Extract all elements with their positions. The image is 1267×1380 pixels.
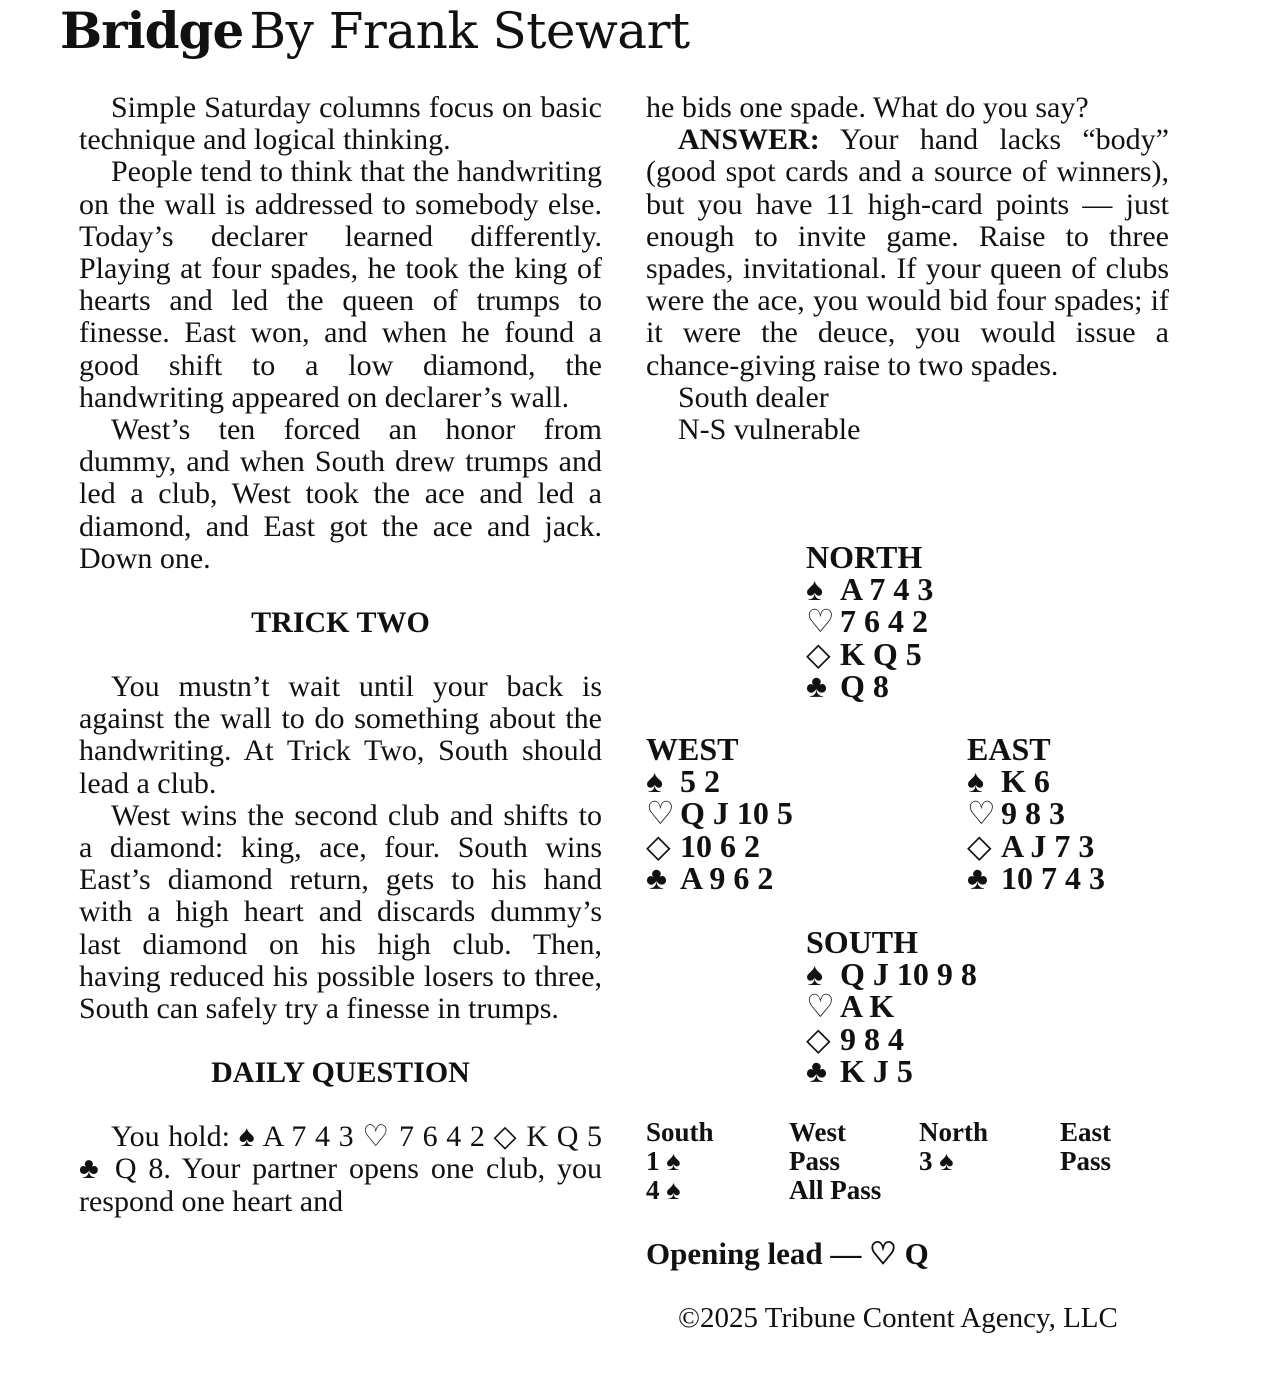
west-spades: 5 2: [680, 763, 720, 800]
north-hand: [806, 541, 933, 702]
spade-icon: ♠: [806, 956, 823, 993]
east-hearts: 9 8 3: [1001, 795, 1065, 832]
vulnerability-line: N-S vulnerable: [678, 413, 861, 447]
heart-icon: ♡: [646, 795, 675, 832]
trick-two-paragraph-2: West wins the second club and shifts to a diamond: king, ace, four. South wins East’s diamond return, gets to his hand with a high heart and discards dummy’s last diamond on his high club. Then, having reduced his possible losers to three, South can safely try a finesse in trumps.: [79, 798, 602, 1026]
south-spades: Q J 10 9 8: [840, 956, 977, 993]
east-spades: K 6: [1001, 763, 1050, 800]
auction-bid: Pass: [789, 1146, 841, 1176]
east-label: EAST: [967, 731, 1051, 767]
answer-paragraph: [646, 124, 1169, 382]
club-icon: ♣: [806, 1052, 827, 1089]
diamond-icon: ◇: [806, 635, 831, 672]
west-label: WEST: [646, 731, 739, 767]
south-hearts: A K: [840, 988, 895, 1025]
east-hand: [967, 733, 1105, 894]
masthead: [60, 1, 690, 60]
spade-icon: ♠: [646, 763, 663, 800]
north-label: NORTH: [806, 539, 923, 575]
spade-icon: ♠: [967, 763, 984, 800]
north-spades: A 7 4 3: [840, 571, 934, 608]
section-heading-trick-two: TRICK TWO: [251, 606, 430, 640]
question-continued: he bids one spade. What do you say?: [646, 91, 1089, 124]
byline: By Frank Stewart: [249, 2, 690, 60]
west-hand: [646, 733, 793, 894]
heart-icon: ♡: [806, 603, 835, 640]
diamond-icon: ◇: [967, 827, 992, 864]
dealer-line: South dealer: [678, 380, 829, 414]
auction-bid: 4 ♠: [646, 1175, 681, 1205]
story-paragraph-2: West’s ten forced an honor from dummy, and when South drew trumps and led a club, West took the ace and led a diamond, and East got the ace and jack. Down one.: [79, 413, 602, 575]
club-icon: ♣: [806, 667, 827, 704]
opening-lead: Opening lead — ♡ Q: [646, 1236, 929, 1271]
diamond-icon: ◇: [646, 827, 671, 864]
auction-bid: 1 ♠: [646, 1146, 681, 1176]
story-paragraph-1: People tend to think that the handwriting on the wall is addressed to somebody else. Today’s declarer learned differently. Playing at four spades, he took the king of hearts and led the queen of trumps to finesse. East won, and when he found a good shift to a low diamond, the handwriting appeared on declarer’s wall.: [79, 155, 602, 414]
auction-header-north: North: [919, 1117, 988, 1147]
heart-icon: ♡: [806, 988, 835, 1025]
auction-bid: 3 ♠: [919, 1146, 954, 1176]
north-hearts: 7 6 4 2: [840, 603, 928, 640]
answer-text: Your hand lacks “body” (good spot cards and a source of winners), but you have 11 high-card points — just enough to invite game. Raise to three spades, invitational. If your queen of clubs were the ace, you would bid four spades; if it were the deuce, you would issue a chance-giving raise to two spades.: [646, 123, 1169, 382]
heart-icon: ♡: [967, 795, 996, 832]
north-clubs: Q 8: [840, 667, 889, 704]
answer-label: ANSWER:: [678, 123, 820, 157]
left-column: [79, 92, 602, 1218]
auction-header-west: West: [789, 1117, 846, 1147]
auction-bid: All Pass: [789, 1175, 882, 1205]
daily-question-paragraph: You hold: ♠ A 7 4 3 ♡ 7 6 4 2 ◇ K Q 5 ♣ Q 8. Your partner opens one club, you respond one heart and: [79, 1120, 602, 1218]
club-icon: ♣: [646, 859, 667, 896]
right-column: [646, 92, 1169, 446]
auction-header-east: East: [1060, 1117, 1112, 1147]
west-diamonds: 10 6 2: [680, 827, 760, 864]
north-diamonds: K Q 5: [840, 635, 922, 672]
west-clubs: A 9 6 2: [680, 859, 774, 896]
auction-header-south: South: [646, 1117, 714, 1147]
south-diamonds: 9 8 4: [840, 1020, 904, 1057]
auction-bid: Pass: [1060, 1146, 1112, 1176]
diamond-icon: ◇: [806, 1020, 831, 1057]
section-heading-daily-question: DAILY QUESTION: [211, 1056, 470, 1090]
trick-two-paragraph-1: You mustn’t wait until your back is against the wall to do something about the handwriting. At Trick Two, South should lead a club.: [79, 670, 602, 800]
copyright: ©2025 Tribune Content Agency, LLC: [678, 1302, 1118, 1334]
east-diamonds: A J 7 3: [1001, 827, 1095, 864]
south-label: SOUTH: [806, 924, 919, 960]
south-hand: [806, 926, 977, 1087]
east-clubs: 10 7 4 3: [1001, 859, 1105, 896]
club-icon: ♣: [967, 859, 988, 896]
column-title: Bridge: [60, 1, 244, 60]
south-clubs: K J 5: [840, 1052, 913, 1089]
spade-icon: ♠: [806, 571, 823, 608]
west-hearts: Q J 10 5: [680, 795, 793, 832]
intro-paragraph: Simple Saturday columns focus on basic technique and logical thinking.: [79, 91, 602, 157]
